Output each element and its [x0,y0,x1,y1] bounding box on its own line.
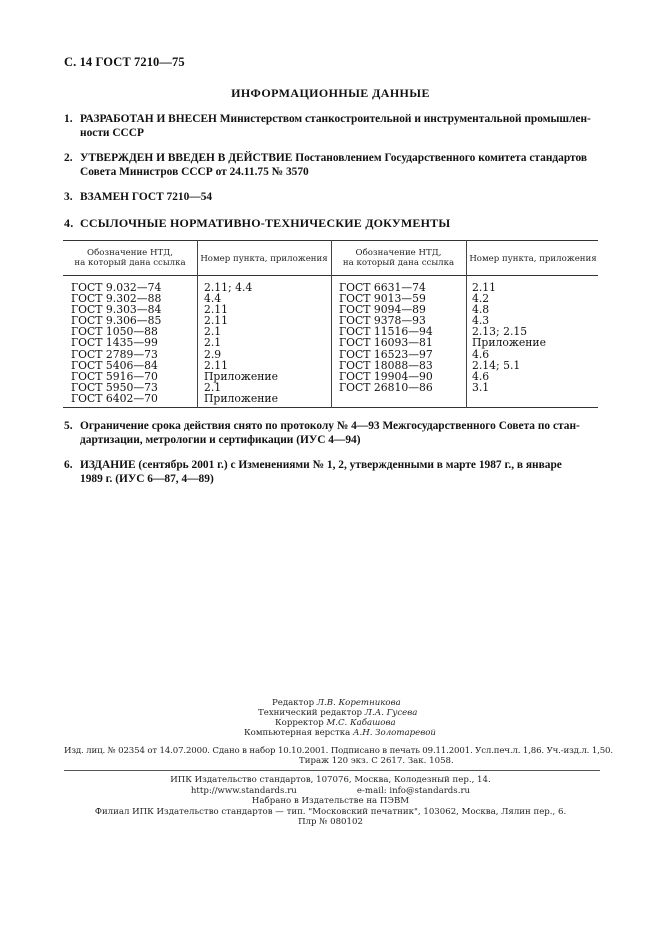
imprint-line: Изд. лиц. № 02354 от 14.07.2000. Сдано в набор 10.10.2001. Подписано в печать 09.11.2001. Усл.печ.л. 1,86. Уч.-изд.л. 1,50. [64,746,613,756]
ref-point: 4.6 [472,347,490,361]
item-number: 2. [64,152,73,164]
item-1 [64,112,604,139]
publisher-line: http://www.standards.ru e-mail: info@standards.ru [190,785,471,796]
ref-point: 2.11 [472,281,497,294]
ref-doc: ГОСТ 9.302—88 [71,292,162,306]
ref-doc: ГОСТ 5916—70 [71,369,158,383]
ref-doc: ГОСТ 11516—94 [339,325,433,339]
ref-point: 2.11 [204,303,229,317]
references-table [63,240,598,408]
left-docs-column [71,282,161,404]
item-line: 1989 г. (ИУС 6—87, 4—89) [80,473,214,485]
right-docs-column [339,282,433,393]
section-title: ССЫЛОЧНЫЕ НОРМАТИВНО-ТЕХНИЧЕСКИЕ ДОКУМЕНТЫ [80,216,451,230]
publisher-block [0,775,661,828]
credits-block [0,698,661,738]
imprint-line: Тираж 120 экз. С 2617. Зак. 1058. [299,756,454,766]
ref-point: Приложение [204,391,278,405]
ref-point: Приложение [204,369,278,383]
right-points-column [472,282,546,393]
publisher-line: Набрано в Издательстве на ПЭВМ [251,796,410,807]
ref-point: 2.11; 4.4 [204,281,253,294]
ref-doc: ГОСТ 9.032—74 [71,281,162,294]
ref-point: 3.1 [472,380,490,394]
credit-layout: Компьютерная верстка А.Н. Золотаревой [244,728,436,738]
item-line: УТВЕРЖДЕН И ВВЕДЕН В ДЕЙСТВИЕ Постановлением Государственного комитета стандартов [80,152,588,164]
item-number: 3. [64,191,73,203]
header-doc-left: Обозначение НТД, на который дана ссылка [74,248,186,268]
ref-point: 2.1 [204,380,222,394]
left-points-column [204,282,278,404]
ref-doc: ГОСТ 26810—86 [339,380,433,394]
ref-point: Приложение [472,336,546,350]
item-number: 4. [64,216,74,230]
item-3 [64,190,604,204]
item-line: дартизации, метрологии и сертификации (ИУС 4—94) [80,434,361,446]
ref-doc: ГОСТ 6402—70 [71,391,158,405]
ref-doc: ГОСТ 19904—90 [339,369,433,383]
ref-doc: ГОСТ 9013—59 [339,292,426,306]
publisher-line: ИПК Издательство стандартов, 107076, Москва, Колодезный пер., 14. [170,775,491,785]
ref-point: 2.13; 2.15 [472,325,528,339]
imprint-block [64,746,613,766]
publisher-line: Филиал ИПК Издательство стандартов — тип. "Московский печатник", 103062, Москва, Лялин пер., 6. [94,806,567,817]
ref-point: 2.9 [204,347,222,361]
imprint-divider [64,770,600,771]
header-doc-right: Обозначение НТД, на который дана ссылка [342,248,455,268]
ref-doc: ГОСТ 6631—74 [339,281,426,294]
ref-doc: ГОСТ 16523—97 [339,347,433,361]
header-point-left: Номер пункта, приложения [200,254,328,264]
publisher-line: Плр № 080102 [298,817,363,828]
item-line: ВЗАМЕН ГОСТ 7210—54 [80,191,213,203]
ref-point: 4.6 [472,369,490,383]
credit-proofreader: Корректор М.С. Кабашова [275,718,396,728]
item-6 [64,458,604,485]
ref-doc: ГОСТ 5950—73 [71,380,158,394]
ref-point: 4.3 [472,314,490,328]
ref-doc: ГОСТ 18088—83 [339,358,433,372]
ref-point: 2.1 [204,336,222,350]
ref-doc: ГОСТ 9.306—85 [71,314,162,328]
credit-tech-editor: Технический редактор Л.А. Гусева [258,708,418,718]
ref-doc: ГОСТ 9094—89 [339,303,426,317]
item-number: 5. [64,420,73,432]
item-number: 6. [64,459,73,471]
table-column-divider [197,240,198,408]
ref-point: 2.11 [204,314,229,328]
page-header: С. 14 ГОСТ 7210—75 [64,55,185,69]
table-column-divider [466,240,467,408]
ref-point: 2.11 [204,358,229,372]
ref-doc: ГОСТ 2789—73 [71,347,158,361]
ref-point: 4.8 [472,303,490,317]
item-line: ности СССР [80,127,144,139]
item-line: РАЗРАБОТАН И ВНЕСЕН Министерством станкостроительной и инструментальной промышлен- [80,113,591,125]
item-5 [64,419,604,446]
header-point-right: Номер пункта, приложения [469,254,597,264]
section-4-heading [64,216,450,231]
item-2 [64,151,604,178]
item-line: Ограничение срока действия снято по протоколу № 4—93 Межгосударственного Совета по стан- [80,420,580,432]
ref-point: 2.14; 5.1 [472,358,521,372]
ref-doc: ГОСТ 9378—93 [339,314,426,328]
ref-doc: ГОСТ 1050—88 [71,325,158,339]
ref-doc: ГОСТ 1435—99 [71,336,158,350]
ref-doc: ГОСТ 9.303—84 [71,303,162,317]
item-number: 1. [64,113,73,125]
ref-point: 2.1 [204,325,222,339]
ref-point: 4.2 [472,292,490,306]
page-title: ИНФОРМАЦИОННЫЕ ДАННЫЕ [231,86,430,100]
item-line: Совета Министров СССР от 24.11.75 № 3570 [80,166,309,178]
ref-doc: ГОСТ 5406—84 [71,358,158,372]
ref-point: 4.4 [204,292,222,306]
ref-doc: ГОСТ 16093—81 [339,336,433,350]
credit-editor: Редактор Л.В. Коретникова [272,698,401,708]
item-line: ИЗДАНИЕ (сентябрь 2001 г.) с Изменениями № 1, 2, утвержденными в марте 1987 г., в январе [80,459,562,471]
